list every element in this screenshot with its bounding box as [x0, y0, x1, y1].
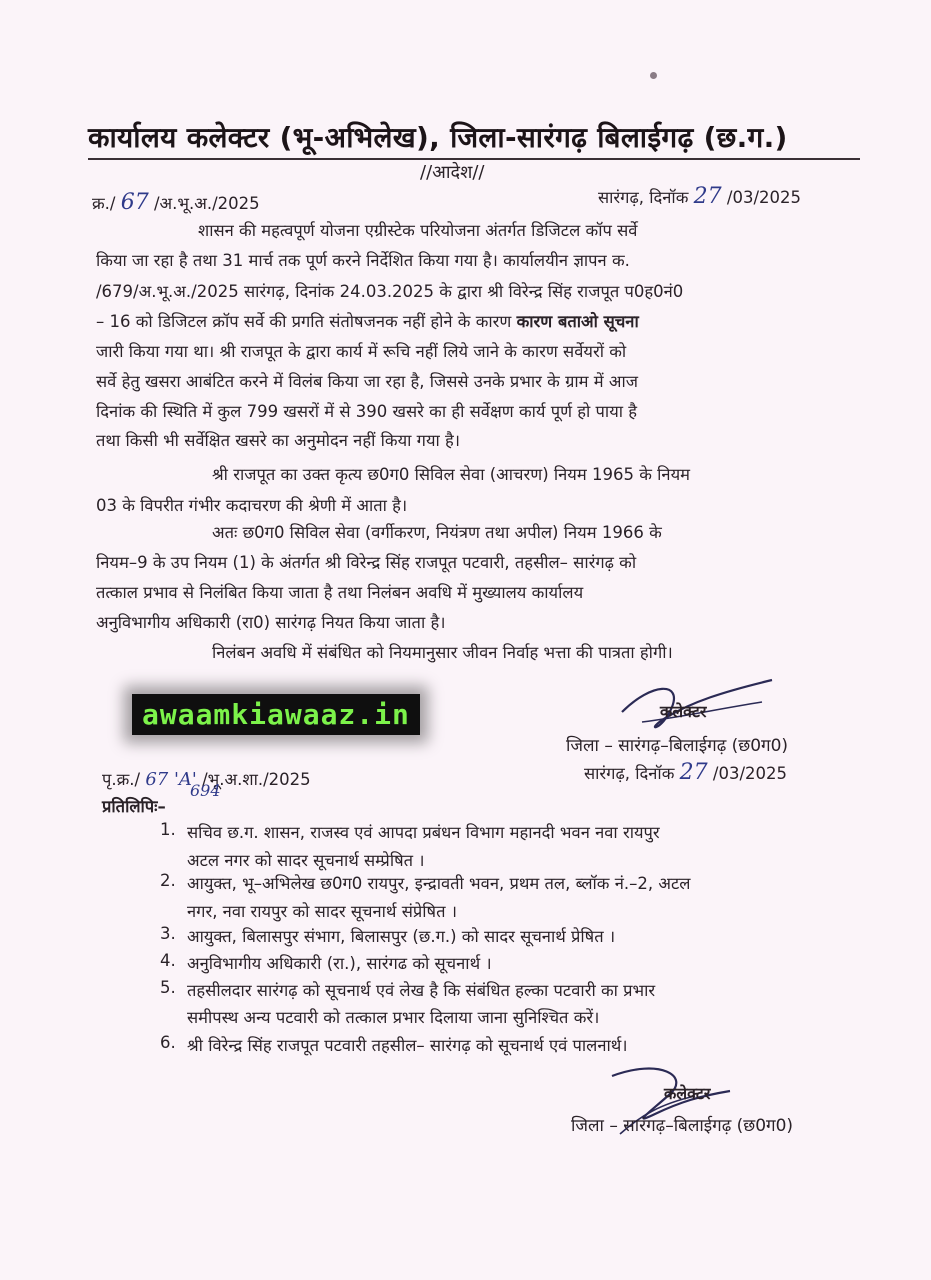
copy-item-line: सचिव छ.ग. शासन, राजस्व एवं आपदा प्रबंधन विभाग महानदी भवन नवा रायपुर	[187, 823, 660, 842]
copy-place-date-prefix: सारंगढ़, दिनॉक	[584, 764, 675, 783]
copy-date-suffix: /03/2025	[712, 764, 787, 783]
copy-place-date	[584, 760, 787, 785]
date-handwritten: 27	[693, 184, 722, 209]
copy-ref-number-handwritten: 67 'A'	[145, 769, 197, 790]
copy-item-num: 6.	[160, 1033, 176, 1052]
body-line: निलंबन अवधि में संबंधित को नियमानुसार जीवन निर्वाह भत्ता की पात्रता होगी।	[212, 643, 673, 662]
copy-item-line: तहसीलदार सारंगढ़ को सूचनार्थ एवं लेख है कि संबंधित हल्का पटवारी का प्रभार	[187, 981, 656, 1000]
place-date-prefix: सारंगढ़, दिनॉक	[598, 188, 689, 207]
body-line-with-bold	[96, 309, 856, 332]
copy-ref-suffix: /भू.अ.शा./2025	[202, 770, 311, 789]
body-line: /679/अ.भू.अ./2025 सारंगढ़, दिनांक 24.03.2025 के द्वारा श्री विरेन्द्र सिंह राजपूत प0ह0नं0	[96, 282, 684, 301]
copy-item-line: अनुविभागीय अधिकारी (रा.), सारंगढ को सूचनार्थ ।	[187, 954, 492, 973]
copy-item-num: 4.	[160, 951, 176, 970]
signature-designation: कलेक्टर	[664, 1084, 711, 1103]
copy-item-line: नगर, नवा रायपुर को सादर सूचनार्थ संप्रेषित ।	[187, 902, 457, 921]
body-line: श्री राजपूत का उक्त कृत्य छ0ग0 सिविल सेवा (आचरण) नियम 1965 के नियम	[212, 465, 691, 484]
office-title: कार्यालय कलेक्टर (भू-अभिलेख), जिला-सारंगढ़ बिलाईगढ़ (छ.ग.)	[88, 121, 788, 154]
signature-designation: कलेक्टर	[660, 702, 707, 721]
body-line: दिनांक की स्थिति में कुल 799 खसरों में से 390 खसरे का ही सर्वेक्षण कार्य पूर्ण हो पाया है	[96, 402, 638, 421]
copy-item-num: 3.	[160, 924, 176, 943]
ink-speck	[650, 72, 657, 79]
body-line: किया जा रहा है तथा 31 मार्च तक पूर्ण करने निर्देशित किया गया है। कार्यालयीन ज्ञापन क.	[96, 251, 630, 270]
copy-item-line: श्री विरेन्द्र सिंह राजपूत पटवारी तहसील– सारंगढ़ को सूचनार्थ एवं पालनार्थ।	[187, 1036, 628, 1055]
body-line: जारी किया गया था। श्री राजपूत के द्वारा कार्य में रूचि नहीं लिये जाने के कारण सर्वेयरों को	[96, 342, 627, 361]
copy-item-line: आयुक्त, बिलासपुर संभाग, बिलासपुर (छ.ग.) को सादर सूचनार्थ प्रेषित ।	[187, 927, 616, 946]
show-cause-notice-phrase: कारण बताओ सूचना	[516, 312, 639, 331]
ref-prefix: क्र./	[92, 194, 116, 213]
ref-suffix: /अ.भू.अ./2025	[153, 194, 260, 213]
copy-item-line: अटल नगर को सादर सूचनार्थ सम्प्रेषित ।	[187, 851, 425, 870]
body-line: अतः छ0ग0 सिविल सेवा (वर्गीकरण, नियंत्रण तथा अपील) नियम 1966 के	[212, 523, 662, 542]
order-place-date	[598, 184, 801, 209]
body-line: 03 के विपरीत गंभीर कदाचरण की श्रेणी में आता है।	[96, 496, 408, 515]
signature-district: जिला – सारंगढ़–बिलाईगढ़ (छ0ग0)	[571, 1116, 794, 1136]
copy-label: प्रतिलिपिः–	[102, 797, 166, 816]
copy-ref-prefix: पृ.क्र./	[102, 770, 141, 789]
body-line: तथा किसी भी सर्वेक्षित खसरे का अनुमोदन नहीं किया गया है।	[96, 431, 461, 450]
body-line: अनुविभागीय अधिकारी (रा0) सारंगढ़ नियत किया जाता है।	[96, 613, 446, 632]
copy-item-num: 1.	[160, 820, 176, 839]
body-line: तत्काल प्रभाव से निलंबित किया जाता है तथा निलंबन अवधि में मुख्यालय कार्यालय	[96, 583, 584, 602]
body-line: – 16 को डिजिटल क्रॉप सर्वे की प्रगति संतोषजनक नहीं होने के कारण	[96, 312, 512, 331]
body-line: नियम–9 के उप नियम (1) के अंतर्गत श्री विरेन्द्र सिंह राजपूत पटवारी, तहसील– सारंगढ़ को	[96, 553, 637, 572]
signature-district: जिला – सारंगढ़–बिलाईगढ़ (छ0ग0)	[566, 736, 789, 756]
watermark-banner: awaamkiawaaz.in	[132, 694, 420, 735]
body-line: शासन की महत्वपूर्ण योजना एग्रीस्टेक परियोजना अंतर्गत डिजिटल कॉप सर्वे	[198, 221, 638, 240]
ref-number-handwritten: 67	[120, 190, 149, 215]
copy-item-num: 5.	[160, 978, 176, 997]
copy-item-line: समीपस्थ अन्य पटवारी को तत्काल प्रभार दिलाया जाना सुनिश्चित करें।	[187, 1008, 600, 1027]
date-suffix: /03/2025	[726, 188, 801, 207]
body-line: सर्वे हेतु खसरा आबंटित करने में विलंब किया जा रहा है, जिससे उनके प्रभार के ग्राम में आज	[96, 372, 639, 391]
copy-date-handwritten: 27	[679, 760, 708, 785]
copy-item-line: आयुक्त, भू–अभिलेख छ0ग0 रायपुर, इन्द्रावती भवन, प्रथम तल, ब्लॉक नं.–2, अटल	[187, 874, 691, 893]
order-reference	[92, 190, 260, 215]
copy-ref-number2-handwritten: 694	[190, 781, 221, 800]
copy-item-num: 2.	[160, 871, 176, 890]
order-label: //आदेश//	[420, 162, 485, 183]
